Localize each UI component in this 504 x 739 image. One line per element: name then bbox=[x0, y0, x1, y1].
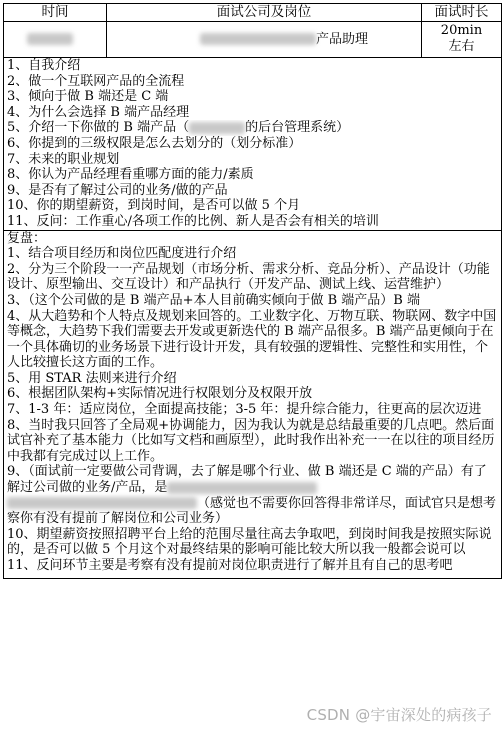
duration-unit: 左右 bbox=[448, 39, 475, 54]
question-item: 7、未来的职业规划 bbox=[7, 151, 120, 167]
review-item: 5、用 STAR 法则来进行介绍 bbox=[7, 370, 177, 386]
review-item: 2、分为三个阶段一一产品规划（市场分析、需求分析、竞品分析）、产品设计（功能设计、原型输出、交互设计）和产品执行（开发产品、测试上线、运营维护） bbox=[7, 261, 490, 293]
review-item: 8、当时我只回答了全局观+协调能力，因为我认为就是总结最重要的几点吧。然后面试官补充了基本能力（比如写文档和画原型），此时我作出补充一一在以往的项目经历中我都有完成过以上工作。 bbox=[7, 417, 495, 464]
review-item-9-text: 9、（面试前一定要做公司背调，去了解是哪个行业、做 B 端还是 C 端的产品）有了解过公司做的业务/产品，是 bbox=[7, 464, 487, 496]
question-item: 8、你认为产品经理看重哪方面的能力/素质 bbox=[7, 167, 254, 183]
review-title: 复盘： bbox=[7, 230, 47, 246]
question-item: 9、是否有了解过公司的业务/做的产品 bbox=[7, 182, 228, 198]
review-item: 6、根据团队架构+实际情况进行权限划分及权限开放 bbox=[7, 386, 313, 402]
review-item bbox=[7, 496, 498, 527]
review-item: 7、1-3 年：适应岗位，全面提高技能；3-5 年：提升综合能力，往更高的层次迈进 bbox=[7, 402, 482, 418]
review-item: 1、结合项目经历和岗位匹配度进行介绍 bbox=[7, 246, 237, 262]
question-5-prefix: 5、介绍一下你做的 B 端产品（ bbox=[7, 120, 190, 136]
review-item: 11、反问环节主要是考察有没有提前对岗位职责进行了解并且有自己的思考吧 bbox=[7, 558, 453, 573]
info-row bbox=[4, 22, 502, 58]
question-5-suffix: 的后台管理系统） bbox=[245, 120, 350, 136]
header-duration: 面试时长 bbox=[422, 4, 502, 22]
watermark: CSDN @宇宙深处的病孩子 bbox=[306, 706, 492, 724]
review-row bbox=[4, 230, 502, 578]
review-item: 4、从大趋势和个人特点及规划来回答的。工业数字化、万物互联、物联网、数字中国等概念，大趋势下我们需要去开发或更新迭代的 B 端产品很多。B 端产品更倾向于在一个具体确切的业务场景下进行设计开发，具有较强的逻辑性、完整性和实用性，个人比较擅长这方面的工作。 bbox=[7, 308, 497, 371]
review-item: 3、（这个公司做的是 B 端产品+本人目前确实倾向于做 B 端产品）B 端 bbox=[7, 292, 420, 308]
interview-table bbox=[3, 3, 502, 579]
redacted-business-continued bbox=[7, 497, 197, 509]
header-time: 时间 bbox=[4, 4, 107, 22]
review-cell bbox=[4, 230, 502, 578]
redacted-product bbox=[189, 122, 245, 134]
redacted-business bbox=[167, 482, 317, 494]
question-item: 2、做一个互联网产品的全流程 bbox=[7, 73, 185, 89]
redacted-time bbox=[27, 33, 73, 45]
question-item: 1、自我介绍 bbox=[7, 58, 81, 73]
question-item: 6、你提到的三级权限是怎么去划分的（划分标准） bbox=[7, 135, 302, 151]
company-cell bbox=[107, 22, 422, 58]
question-item: 11、反问：工作重心/各项工作的比例、新人是否会有相关的培训 bbox=[7, 213, 379, 229]
question-item: 10、你的期望薪资，到岗时间，是否可以做 5 个月 bbox=[7, 198, 301, 214]
review-item-9-note: （感觉也不需要你回答得非常详尽，面试官只是想考察你有没有提前了解岗位和公司业务） bbox=[7, 495, 497, 527]
duration-value: 20min bbox=[440, 23, 483, 38]
question-item bbox=[7, 120, 498, 136]
question-item: 3、倾向于做 B 端还是 C 端 bbox=[7, 89, 169, 105]
header-company: 面试公司及岗位 bbox=[107, 4, 422, 22]
review-item bbox=[7, 464, 498, 495]
questions-cell bbox=[4, 58, 502, 231]
redacted-company bbox=[200, 33, 316, 45]
header-row bbox=[4, 4, 502, 22]
questions-row bbox=[4, 58, 502, 231]
time-cell bbox=[4, 22, 107, 58]
question-item: 4、为什么会选择 B 端产品经理 bbox=[7, 104, 190, 120]
position-name: 产品助理 bbox=[315, 31, 368, 47]
interview-notes-sheet bbox=[3, 3, 501, 579]
duration-cell bbox=[422, 22, 502, 58]
review-item: 10、期望薪资按照招聘平台上给的范围尽量往高去争取吧，到岗时间我是按照实际说的，是否可以做 5 个月这个对最终结果的影响可能比较大所以我一般都会说可以 bbox=[7, 526, 492, 558]
